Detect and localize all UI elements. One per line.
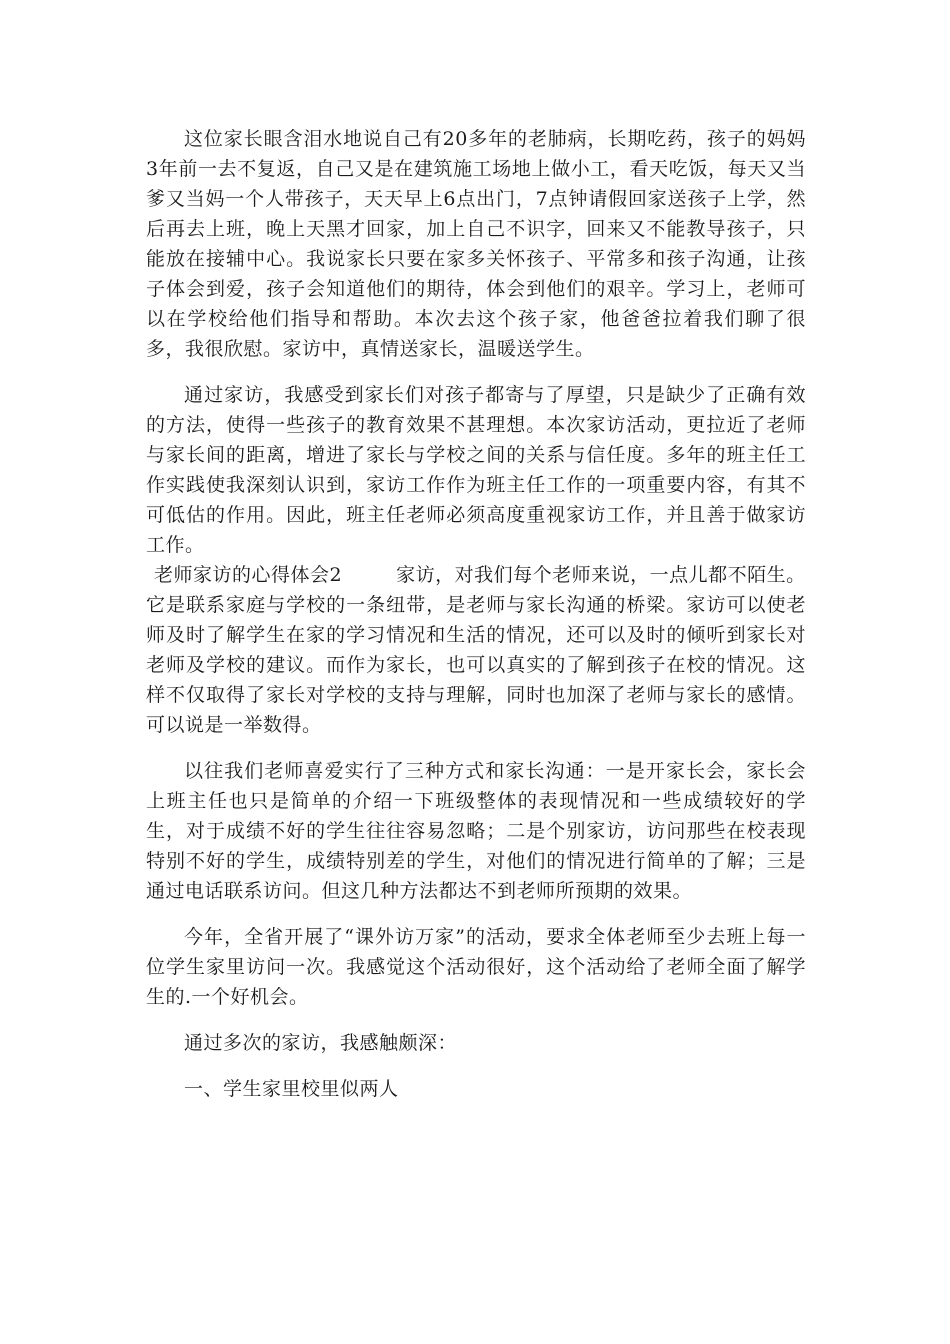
document-body xyxy=(146,124,806,1104)
section-heading-line xyxy=(146,560,806,590)
section-first-line: 家访，对我们每个老师来说，一点儿都不陌生。 xyxy=(396,564,806,586)
paragraph-1: 这位家长眼含泪水地说自己有20多年的老肺病，长期吃药，孩子的妈妈3年前一去不复返，自己又是在建筑施工场地上做小工，看天吃饭，每天又当爹又当妈一个人带孩子，天天早上6点出门，7点钟请假回家送孩子上学，然后再去上班，晚上天黑才回家，加上自己不识字，回来又不能教导孩子，只能放在接辅中心。我说家长只要在家多关怀孩子、平常多和孩子沟通，让孩子体会到爱，孩子会知道他们的期待，体会到他们的艰辛。学习上，老师可以在学校给他们指导和帮助。本次去这个孩子家，他爸爸拉着我们聊了很多，我很欣慰。家访中，真情送家长，温暖送学生。 xyxy=(146,128,806,360)
section-title: 老师家访的心得体会2 xyxy=(154,564,343,586)
paragraph-5: 通过多次的家访，我感触颇深： xyxy=(184,1032,458,1054)
paragraph-6: 一、学生家里校里似两人 xyxy=(184,1078,399,1100)
paragraph-4: 今年，全省开展了“课外访万家”的活动，要求全体老师至少去班上每一位学生家里访问一次。我感觉这个活动很好，这个活动给了老师全面了解学生的.一个好机会。 xyxy=(146,926,806,1008)
paragraph-2: 通过家访，我感受到家长们对孩子都寄与了厚望，只是缺少了正确有效的方法，使得一些孩子的教育效果不甚理想。本次家访活动，更拉近了老师与家长间的距离，增进了家长与学校之间的关系与信任度。多年的班主任工作实践使我深刻认识到，家访工作作为班主任工作的一项重要内容，有其不可低估的作用。因此，班主任老师必须高度重视家访工作，并且善于做家访工作。 xyxy=(146,384,806,556)
section-body: 它是联系家庭与学校的一条纽带，是老师与家长沟通的桥梁。家访可以使老师及时了解学生在家的学习情况和生活的情况，还可以及时的倾听到家长对老师及学校的建议。而作为家长，也可以真实的了解到孩子在校的情况。这样不仅取得了家长对学校的支持与理解，同时也加深了老师与家长的感情。可以说是一举数得。 xyxy=(146,594,806,736)
paragraph-3: 以往我们老师喜爱实行了三种方式和家长沟通：一是开家长会，家长会上班主任也只是简单的介绍一下班级整体的表现情况和一些成绩较好的学生，对于成绩不好的学生往往容易忽略；二是个别家访，访问那些在校表现特别不好的学生，成绩特别差的学生，对他们的情况进行简单的了解；三是通过电话联系访问。但这几种方法都达不到老师所预期的效果。 xyxy=(146,760,806,902)
